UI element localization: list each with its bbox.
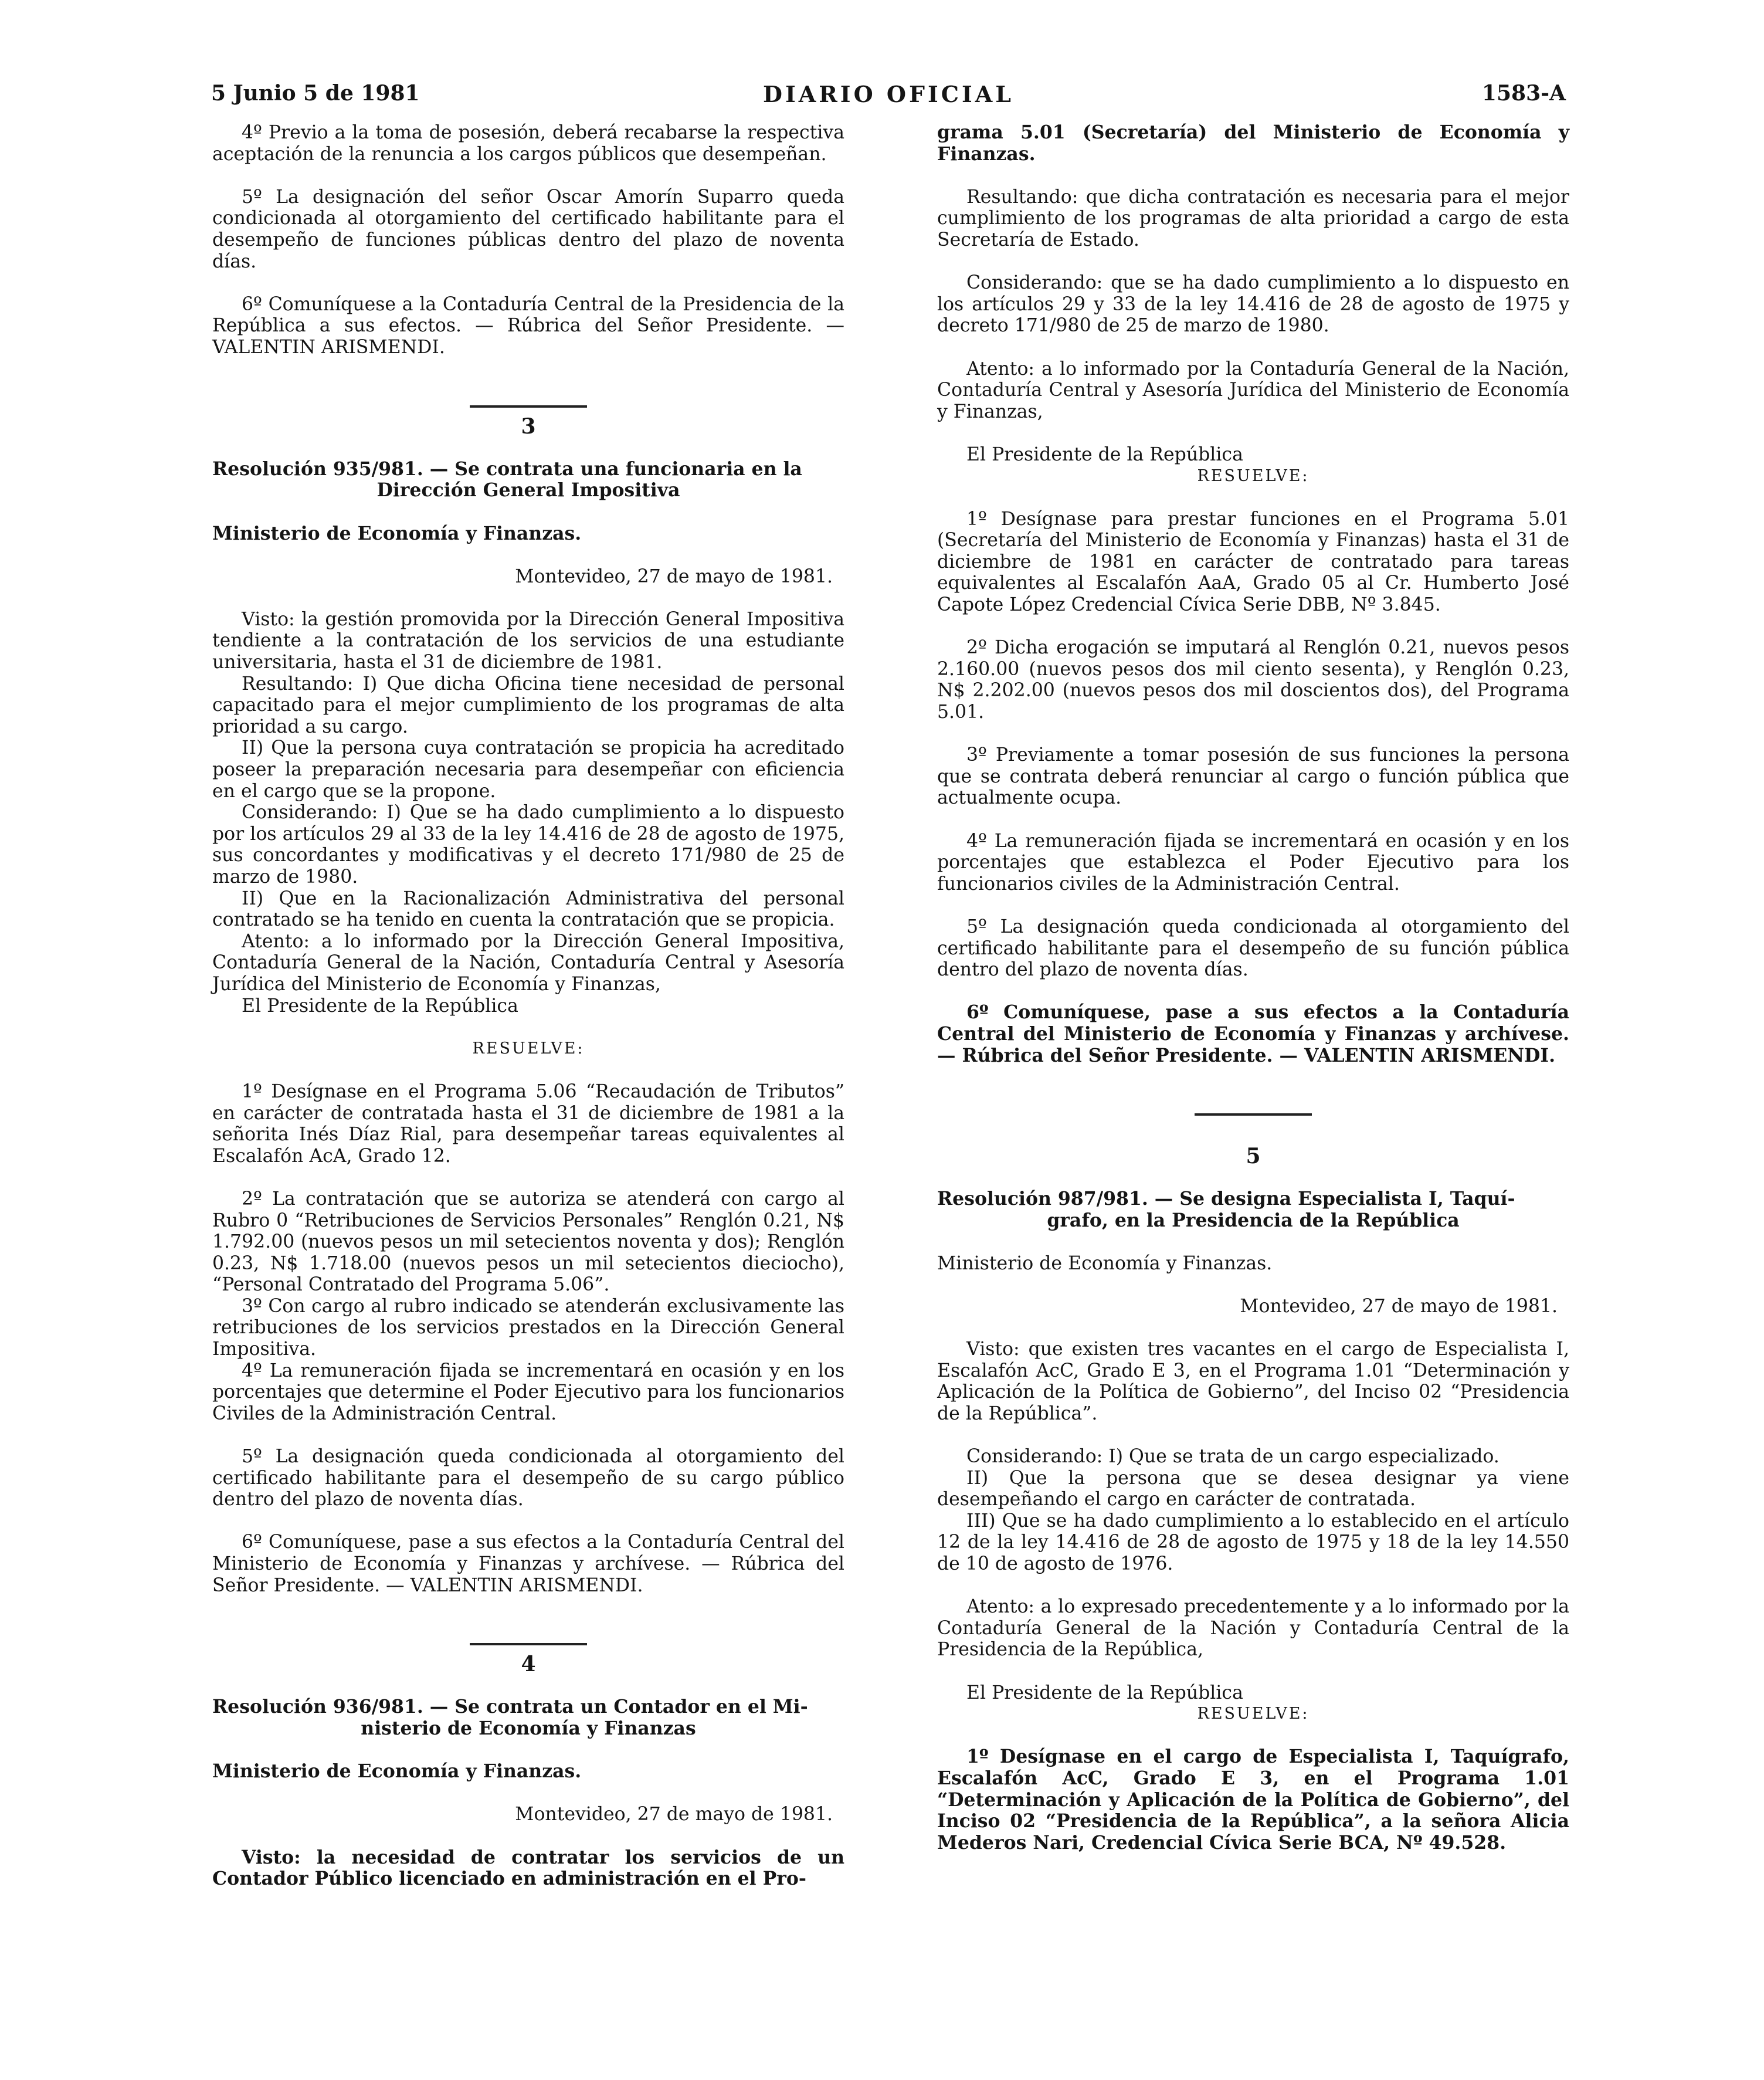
resultando-paragraph: Resultando: que dicha contratación es necesaria para el mejor cumplimiento de los programas de alta prioridad a cargo de esta Secretaría de Estado. [937, 186, 1569, 250]
left-column [212, 122, 844, 1890]
atento-paragraph: Atento: a lo expresado precedentemente y a lo informado por la Contaduría General de la Nación y Contaduría Central de la Presidencia de la República, [937, 1596, 1569, 1661]
article-paragraph: 3º Con cargo al rubro indicado se atenderán exclusivamente las retribuciones de los servicios prestados en la Dirección General Impositiva. [212, 1295, 844, 1360]
resolution-title-line2: grafo, en la Presidencia de la República [1047, 1209, 1460, 1231]
section-divider [470, 405, 587, 408]
article-paragraph: 2º Dicha erogación se imputará al Renglón 0.21, nuevos pesos 2.160.00 (nuevos pesos dos mil ciento sesenta), y Renglón 0.23, N$ 2.202.00 (nuevos pesos dos mil doscientos dos), del Programa 5.01. [937, 637, 1569, 723]
article-paragraph: 2º La contratación que se autoriza se atenderá con cargo al Rubro 0 “Retribuciones de Servicios Personales” Renglón 0.21, N$ 1.792.00 (nuevos pesos un mil setecientos noventa y dos); Renglón 0.23, N$ 1.718.00 (nuevos pesos un mil setecientos dieciocho), “Personal Contratado del Programa 5.06”. [212, 1188, 844, 1296]
paragraph: 4º Previo a la toma de posesión, deberá recabarse la respectiva aceptación de la renuncia a los cargos públicos que desempeñan. [212, 122, 844, 165]
section-number: 5 [1246, 1143, 1261, 1168]
article-paragraph: 6º Comuníquese, pase a sus efectos a la Contaduría Central del Ministerio de Economía y Finanzas y archívese. — Rúbrica del Señor Presidente. — VALENTIN ARISMENDI. [212, 1532, 844, 1596]
header-page-number: 1583-A [1481, 81, 1566, 106]
visto-paragraph: Visto: que existen tres vacantes en el cargo de Especialista I, Escalafón AcC, Grado E 3, en el Programa 1.01 “Determinación y Aplicación de la Política de Gobierno”, del Inciso 02 “Presidencia de la República”. [937, 1339, 1569, 1424]
considerando-paragraph: Considerando: que se ha dado cumplimiento a lo dispuesto en los artículos 29 y 33 de la ley 14.416 de 28 de agosto de 1975 y decreto 171/980 de 25 de marzo de 1980. [937, 272, 1569, 337]
article-paragraph: 5º La designación queda condicionada al otorgamiento del certificado habilitante para el desempeño de su cargo público dentro del plazo de noventa días. [212, 1446, 844, 1510]
considerando-paragraph: Considerando: I) Que se trata de un cargo especializado. [966, 1446, 1500, 1468]
presidente-line: El Presidente de la República [966, 443, 1243, 465]
header-title: DIARIO OFICIAL [763, 81, 1014, 107]
ministry-line: Ministerio de Economía y Finanzas. [937, 1252, 1273, 1274]
paragraph: 5º La designación del señor Oscar Amorín Suparro queda condicionada al otorgamiento del certificado habilitante para el desempeño de funciones públicas dentro del plazo de noventa días. [212, 186, 844, 272]
considerando-paragraph: II) Que en la Racionalización Administrativa del personal contratado se ha tenido en cuenta la contratación que se propicia. [212, 887, 844, 931]
resolution-title-line2: Dirección General Impositiva [376, 479, 680, 502]
section-divider [1195, 1113, 1312, 1116]
presidente-line: El Presidente de la República [966, 1682, 1243, 1703]
article-paragraph: 1º Desígnase en el cargo de Especialista I, Taquígrafo, Escalafón AcC, Grado E 3, en el Programa 1.01 “Determinación y Aplicación de la Política de Gobierno”, del Inciso 02 “Presidencia de la República”, a la señora Alicia Mederos Nari, Credencial Cívica Serie BCA, Nº 49.528. [937, 1746, 1569, 1854]
resolution-title [937, 1188, 1569, 1231]
considerando-paragraph: III) Que se ha dado cumplimiento a lo establecido en el artículo 12 de la ley 14.416 de 28 de agosto de 1975 y 18 de la ley 14.550 de 10 de agosto de 1976. [937, 1510, 1569, 1574]
resuelve-heading: RESUELVE: [1197, 1705, 1310, 1723]
article-paragraph: 4º La remuneración fijada se incrementará en ocasión y en los porcentajes que establezca el Poder Ejecutivo para los funcionarios civiles de la Administración Central. [937, 830, 1569, 895]
resuelve-heading: RESUELVE: [1197, 466, 1310, 485]
visto-paragraph: Visto: la necesidad de contratar los servicios de un Contador Público licenciado en administración en el Pro- [212, 1846, 844, 1890]
section-number: 3 [521, 414, 536, 439]
article-paragraph: 4º La remuneración fijada se incrementará en ocasión y en los porcentajes que determine el Poder Ejecutivo para los funcionarios Civiles de la Administración Central. [212, 1360, 844, 1424]
date-line: Montevideo, 27 de mayo de 1981. [515, 565, 833, 587]
atento-paragraph: Atento: a lo informado por la Contaduría General de la Nación, Contaduría Central y Asesoría Jurídica del Ministerio de Economía y Finanzas, [937, 358, 1569, 422]
date-line: Montevideo, 27 de mayo de 1981. [515, 1804, 833, 1825]
atento-paragraph: Atento: a lo informado por la Dirección General Impositiva, Contaduría General de la Nación, Contaduría Central y Asesoría Jurídica del Ministerio de Economía y Finanzas, [212, 930, 844, 995]
resultando-paragraph: Resultando: I) Que dicha Oficina tiene necesidad de personal capacitado para el mejor cumplimiento de los programas de alta prioridad a su cargo. [212, 673, 844, 737]
article-paragraph: 5º La designación queda condicionada al otorgamiento del certificado habilitante para el desempeño de su función pública dentro del plazo de noventa días. [937, 916, 1569, 981]
date-line: Montevideo, 27 de mayo de 1981. [1240, 1295, 1558, 1317]
right-column [937, 122, 1569, 1854]
ministry-line: Ministerio de Economía y Finanzas. [212, 1760, 582, 1783]
visto-paragraph: Visto: la gestión promovida por la Dirección General Impositiva tendiente a la contratación de los servicios de una estudiante universitaria, hasta el 31 de diciembre de 1981. [212, 608, 844, 673]
article-paragraph: 1º Desígnase en el Programa 5.06 “Recaudación de Tributos” en carácter de contratada hasta el 31 de diciembre de 1981 a la señorita Inés Díaz Rial, para desempeñar tareas equivalentes al Escalafón AcA, Grado 12. [212, 1080, 844, 1167]
header-date: 5 Junio 5 de 1981 [211, 81, 420, 106]
article-paragraph: 6º Comuníquese, pase a sus efectos a la Contaduría Central del Ministerio de Economía y Finanzas y archívese. — Rúbrica del Señor Presidente. — VALENTIN ARISMENDI. [937, 1001, 1569, 1066]
resolution-title-line1: Resolución 936/981. — Se contrata un Contador en el Mi- [212, 1696, 808, 1718]
paragraph: 6º Comuníquese a la Contaduría Central de la Presidencia de la República a sus efectos. — Rúbrica del Señor Presidente. — VALENTIN ARISMENDI. [212, 293, 844, 358]
section-divider [470, 1643, 587, 1645]
paragraph: grama 5.01 (Secretaría) del Ministerio de Economía y Finanzas. [937, 121, 1569, 165]
resolution-title [212, 459, 844, 502]
resultando-paragraph: II) Que la persona cuya contratación se propicia ha acreditado poseer la preparación necesaria para desempeñar con eficiencia en el cargo que se la propone. [212, 737, 844, 802]
considerando-paragraph: II) Que la persona que se desea designar ya viene desempeñando el cargo en carácter de contratada. [937, 1467, 1569, 1510]
considerando-paragraph: Considerando: I) Que se ha dado cumplimiento a lo dispuesto por los artículos 29 al 33 de la ley 14.416 de 28 de agosto de 1975, sus concordantes y modificativas y el decreto 171/980 de 25 de marzo de 1980. [212, 802, 844, 887]
resolution-title-line1: Resolución 935/981. — Se contrata una funcionaria en la [212, 458, 802, 480]
ministry-line: Ministerio de Economía y Finanzas. [212, 522, 582, 544]
presidente-line: El Presidente de la República [242, 995, 518, 1017]
article-paragraph: 3º Previamente a tomar posesión de sus funciones la persona que se contrata deberá renunciar al cargo o función pública que actualmente ocupa. [937, 744, 1569, 809]
resolution-title-line1: Resolución 987/981. — Se designa Especialista I, Taquí- [937, 1187, 1515, 1210]
section-number: 4 [521, 1652, 536, 1677]
article-paragraph: 1º Desígnase para prestar funciones en el Programa 5.01 (Secretaría del Ministerio de Economía y Finanzas) hasta el 31 de diciembre de 1981 en carácter de contratado para tareas equivalentes al Escalafón AaA, Grado 05 al Cr. Humberto José Capote López Credencial Cívica Serie DBB, Nº 3.845. [937, 508, 1569, 616]
resolution-title-line2: nisterio de Economía y Finanzas [361, 1717, 696, 1739]
resuelve-heading: RESUELVE: [472, 1039, 585, 1058]
resolution-title [212, 1696, 844, 1739]
page-header [211, 81, 1566, 118]
